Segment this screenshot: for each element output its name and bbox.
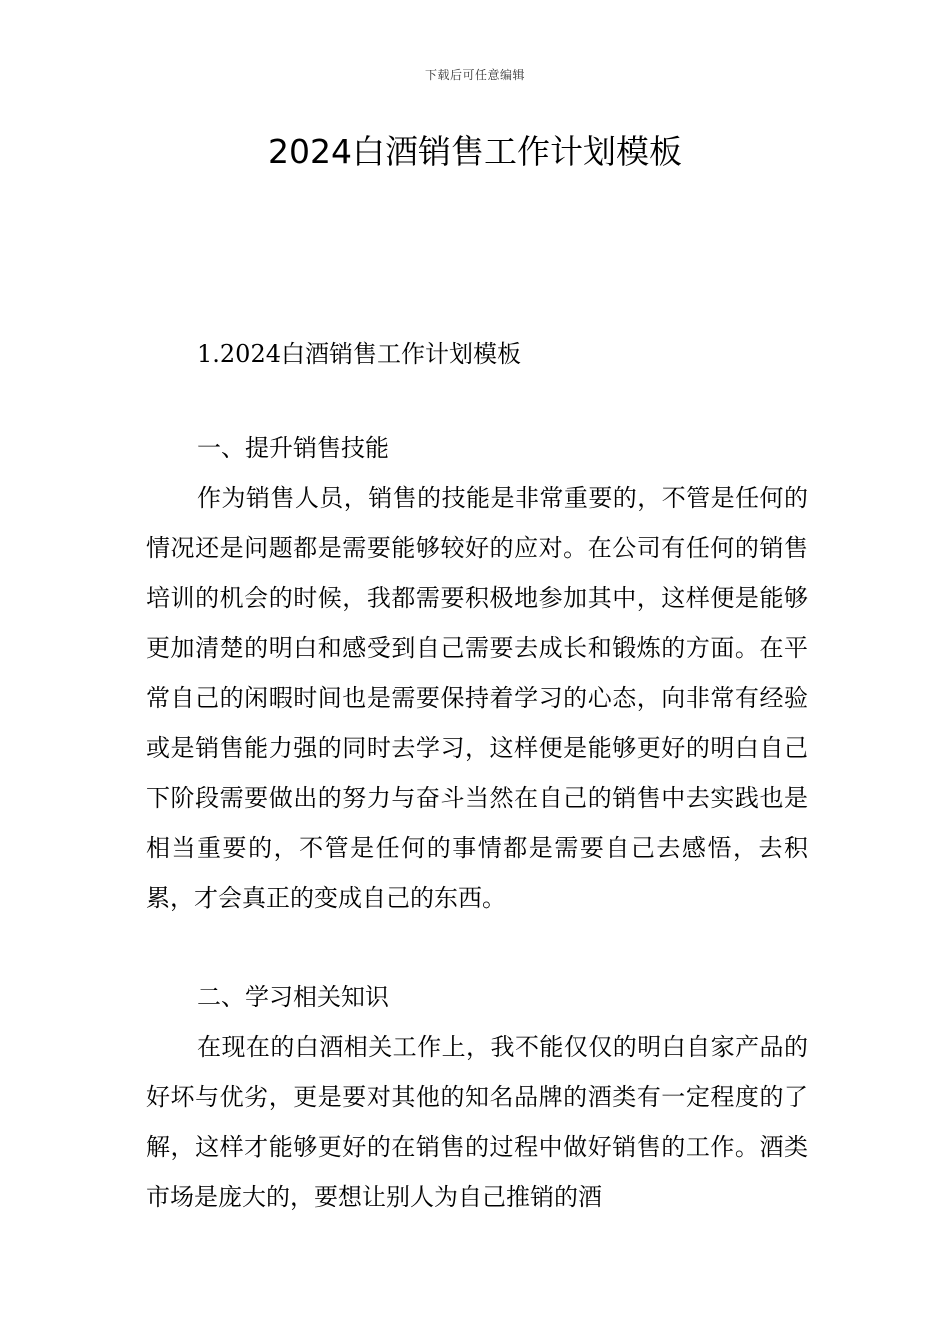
section-heading-knowledge: 二、学习相关知识 [197,983,389,1011]
document-title: 2024白酒销售工作计划模板 [268,132,682,171]
header-note: 下载后可任意编辑 [424,68,525,82]
section-heading-skills: 一、提升销售技能 [197,434,389,462]
document-subtitle: 1.2024白酒销售工作计划模板 [197,340,521,368]
section-paragraph-knowledge: 在现在的白酒相关工作上，我不能仅仅的明白自家产品的好坏与优劣，更是要对其他的知名品牌的酒类有一定程度的了解，这样才能够更好的在销售的过程中做好销售的工作。酒类市场是庞大的，要想让别人为自己推销的酒 [146,1033,808,1211]
section-paragraph-skills: 作为销售人员，销售的技能是非常重要的，不管是任何的情况还是问题都是需要能够较好的应对。在公司有任何的销售培训的机会的时候，我都需要积极地参加其中，这样便是能够更加清楚的明白和感受到自己需要去成长和锻炼的方面。在平常自己的闲暇时间也是需要保持着学习的心态，向非常有经验或是销售能力强的同时去学习，这样便是能够更好的明白自己下阶段需要做出的努力与奋斗当然在自己的销售中去实践也是相当重要的，不管是任何的事情都是需要自己去感悟，去积累，才会真正的变成自己的东西。 [146,484,808,912]
